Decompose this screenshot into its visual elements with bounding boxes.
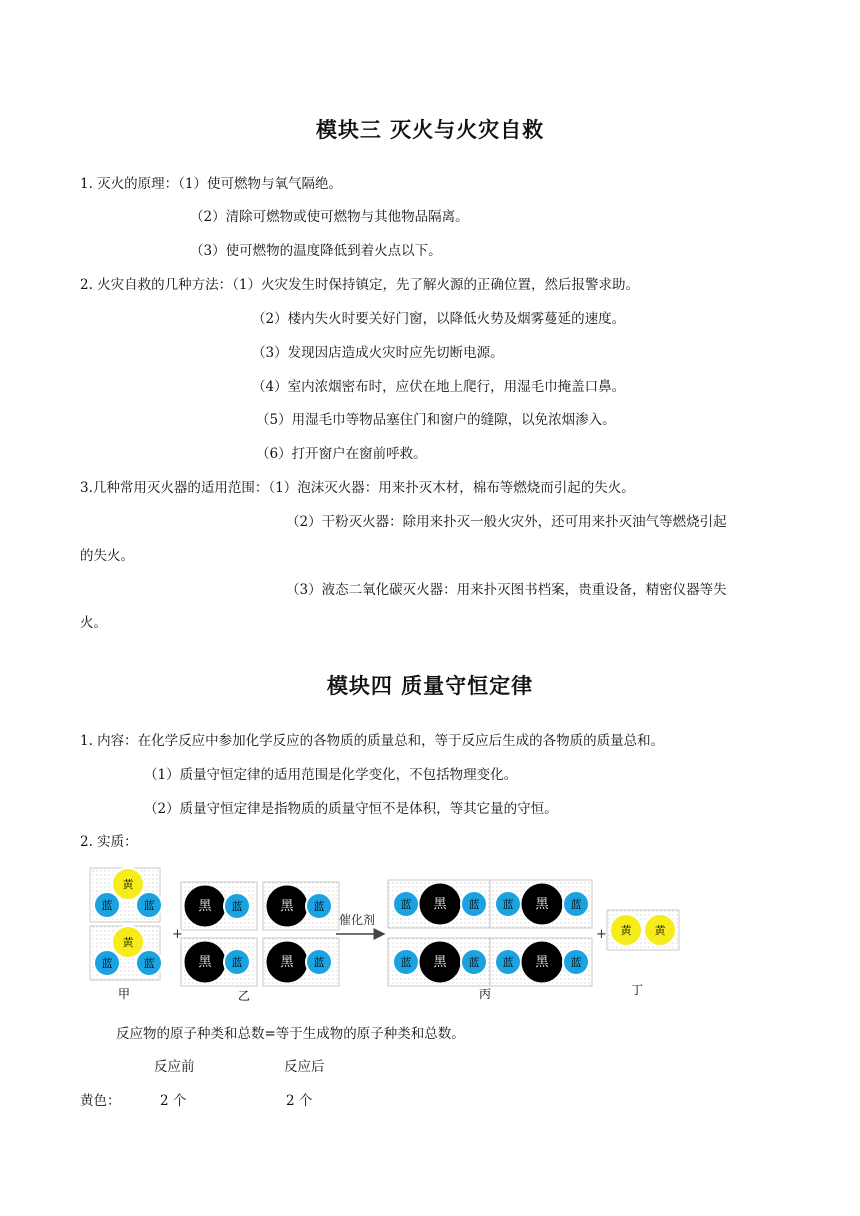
module3-line: （2）干粉灭火器：除用来扑灭一般火灾外，还可用来扑灭油气等燃烧引起 xyxy=(286,514,727,530)
table-row-before: 2 个 xyxy=(160,1093,187,1109)
module4-line: 1. 内容：在化学反应中参加化学反应的各物质的质量总和，等于反应后生成的各物质的质量总和。 xyxy=(80,733,665,749)
module4-line: （2）质量守恒定律是指物质的质量守恒不是体积，等其它量的守恒。 xyxy=(144,801,558,817)
label-bing: 丙 xyxy=(479,987,492,1001)
module4-line: 2. 实质： xyxy=(80,834,138,850)
blue-atom-label: 蓝 xyxy=(468,956,480,969)
blue-atom-label: 蓝 xyxy=(101,957,113,970)
blue-atom-label: 蓝 xyxy=(570,956,582,969)
blue-atom-label: 蓝 xyxy=(502,956,514,969)
black-atom-label: 黑 xyxy=(280,899,294,914)
plus-sign xyxy=(172,927,183,942)
module4-title: 模块四 质量守恒定律 xyxy=(326,674,534,698)
catalyst-label: 催化剂 xyxy=(339,913,376,927)
module3-title: 模块三 灭火与火灾自救 xyxy=(315,118,545,142)
catalyst-arrow xyxy=(336,912,384,934)
yellow-atom-label: 黄 xyxy=(122,936,134,949)
label-ding: 丁 xyxy=(631,983,644,997)
module3-line: 2. 火灾自救的几种方法：（1）火灾发生时保持镇定，先了解火源的正确位置，然后报警求助。 xyxy=(80,277,640,293)
table-header-after: 反应后 xyxy=(284,1059,325,1075)
table-row-after: 2 个 xyxy=(286,1093,313,1109)
blue-atom-label: 蓝 xyxy=(231,956,243,969)
module3-line: 的失火。 xyxy=(80,548,134,564)
yellow-atom-label: 黄 xyxy=(654,924,666,937)
black-atom-label: 黑 xyxy=(535,955,549,970)
module3-line: （2）楼内失火时要关好门窗，以降低火势及烟雾蔓延的速度。 xyxy=(252,311,626,327)
blue-atom-label: 蓝 xyxy=(143,957,155,970)
yellow-atom-label: 黄 xyxy=(620,924,632,937)
blue-atom-label: 蓝 xyxy=(231,900,243,913)
module3-line: 1. 灭火的原理：（1）使可燃物与氧气隔绝。 xyxy=(80,176,343,192)
label-jia: 甲 xyxy=(118,987,131,1001)
module3-line: （2）清除可燃物或使可燃物与其他物品隔离。 xyxy=(190,209,469,225)
svg-text:+: + xyxy=(596,927,607,942)
module3-line: （4）室内浓烟密布时，应伏在地上爬行，用湿毛巾掩盖口鼻。 xyxy=(252,379,626,395)
blue-atom-label: 蓝 xyxy=(570,898,582,911)
blue-atom-label: 蓝 xyxy=(101,899,113,912)
module3-line: 3.几种常用灭火器的适用范围：（1）泡沫灭火器：用来扑灭木材，棉布等燃烧而引起的失火。 xyxy=(80,480,635,496)
blue-atom-label: 蓝 xyxy=(400,956,412,969)
module3-line: （3）液态二氧化碳灭火器：用来扑灭图书档案，贵重设备，精密仪器等失 xyxy=(286,582,727,598)
black-atom-label: 黑 xyxy=(280,955,294,970)
blue-atom-label: 蓝 xyxy=(468,898,480,911)
blue-atom-label: 蓝 xyxy=(313,900,325,913)
blue-atom-label: 蓝 xyxy=(143,899,155,912)
module4-line: （1）质量守恒定律的适用范围是化学变化，不包括物理变化。 xyxy=(144,767,518,783)
module3-line: （6）打开窗户在窗前呼救。 xyxy=(256,446,427,462)
module3-line: （3）发现因店造成火灾时应先切断电源。 xyxy=(252,345,504,361)
black-atom-label: 黑 xyxy=(433,897,447,912)
module3-line: （3）使可燃物的温度降低到着火点以下。 xyxy=(190,243,442,259)
black-atom-label: 黑 xyxy=(198,955,212,970)
black-atom-label: 黑 xyxy=(433,955,447,970)
module3-line: （5）用湿毛巾等物品塞住门和窗户的缝隙，以免浓烟渗入。 xyxy=(256,412,616,428)
table-row-label: 黄色： xyxy=(80,1093,121,1109)
black-atom-label: 黑 xyxy=(198,899,212,914)
yellow-atom-label: 黄 xyxy=(122,878,134,891)
blue-atom-label: 蓝 xyxy=(502,898,514,911)
blue-atom-label: 蓝 xyxy=(400,898,412,911)
table-header-before: 反应前 xyxy=(154,1059,195,1075)
atom-conservation-text: 反应物的原子种类和总数=等于生成物的原子种类和总数。 xyxy=(116,1026,465,1042)
label-yi: 乙 xyxy=(238,989,251,1003)
reaction-diagram xyxy=(88,862,688,1012)
plus-sign xyxy=(596,927,607,942)
svg-text:+: + xyxy=(172,927,183,942)
module3-line: 火。 xyxy=(80,615,107,631)
black-atom-label: 黑 xyxy=(535,897,549,912)
blue-atom-label: 蓝 xyxy=(313,956,325,969)
